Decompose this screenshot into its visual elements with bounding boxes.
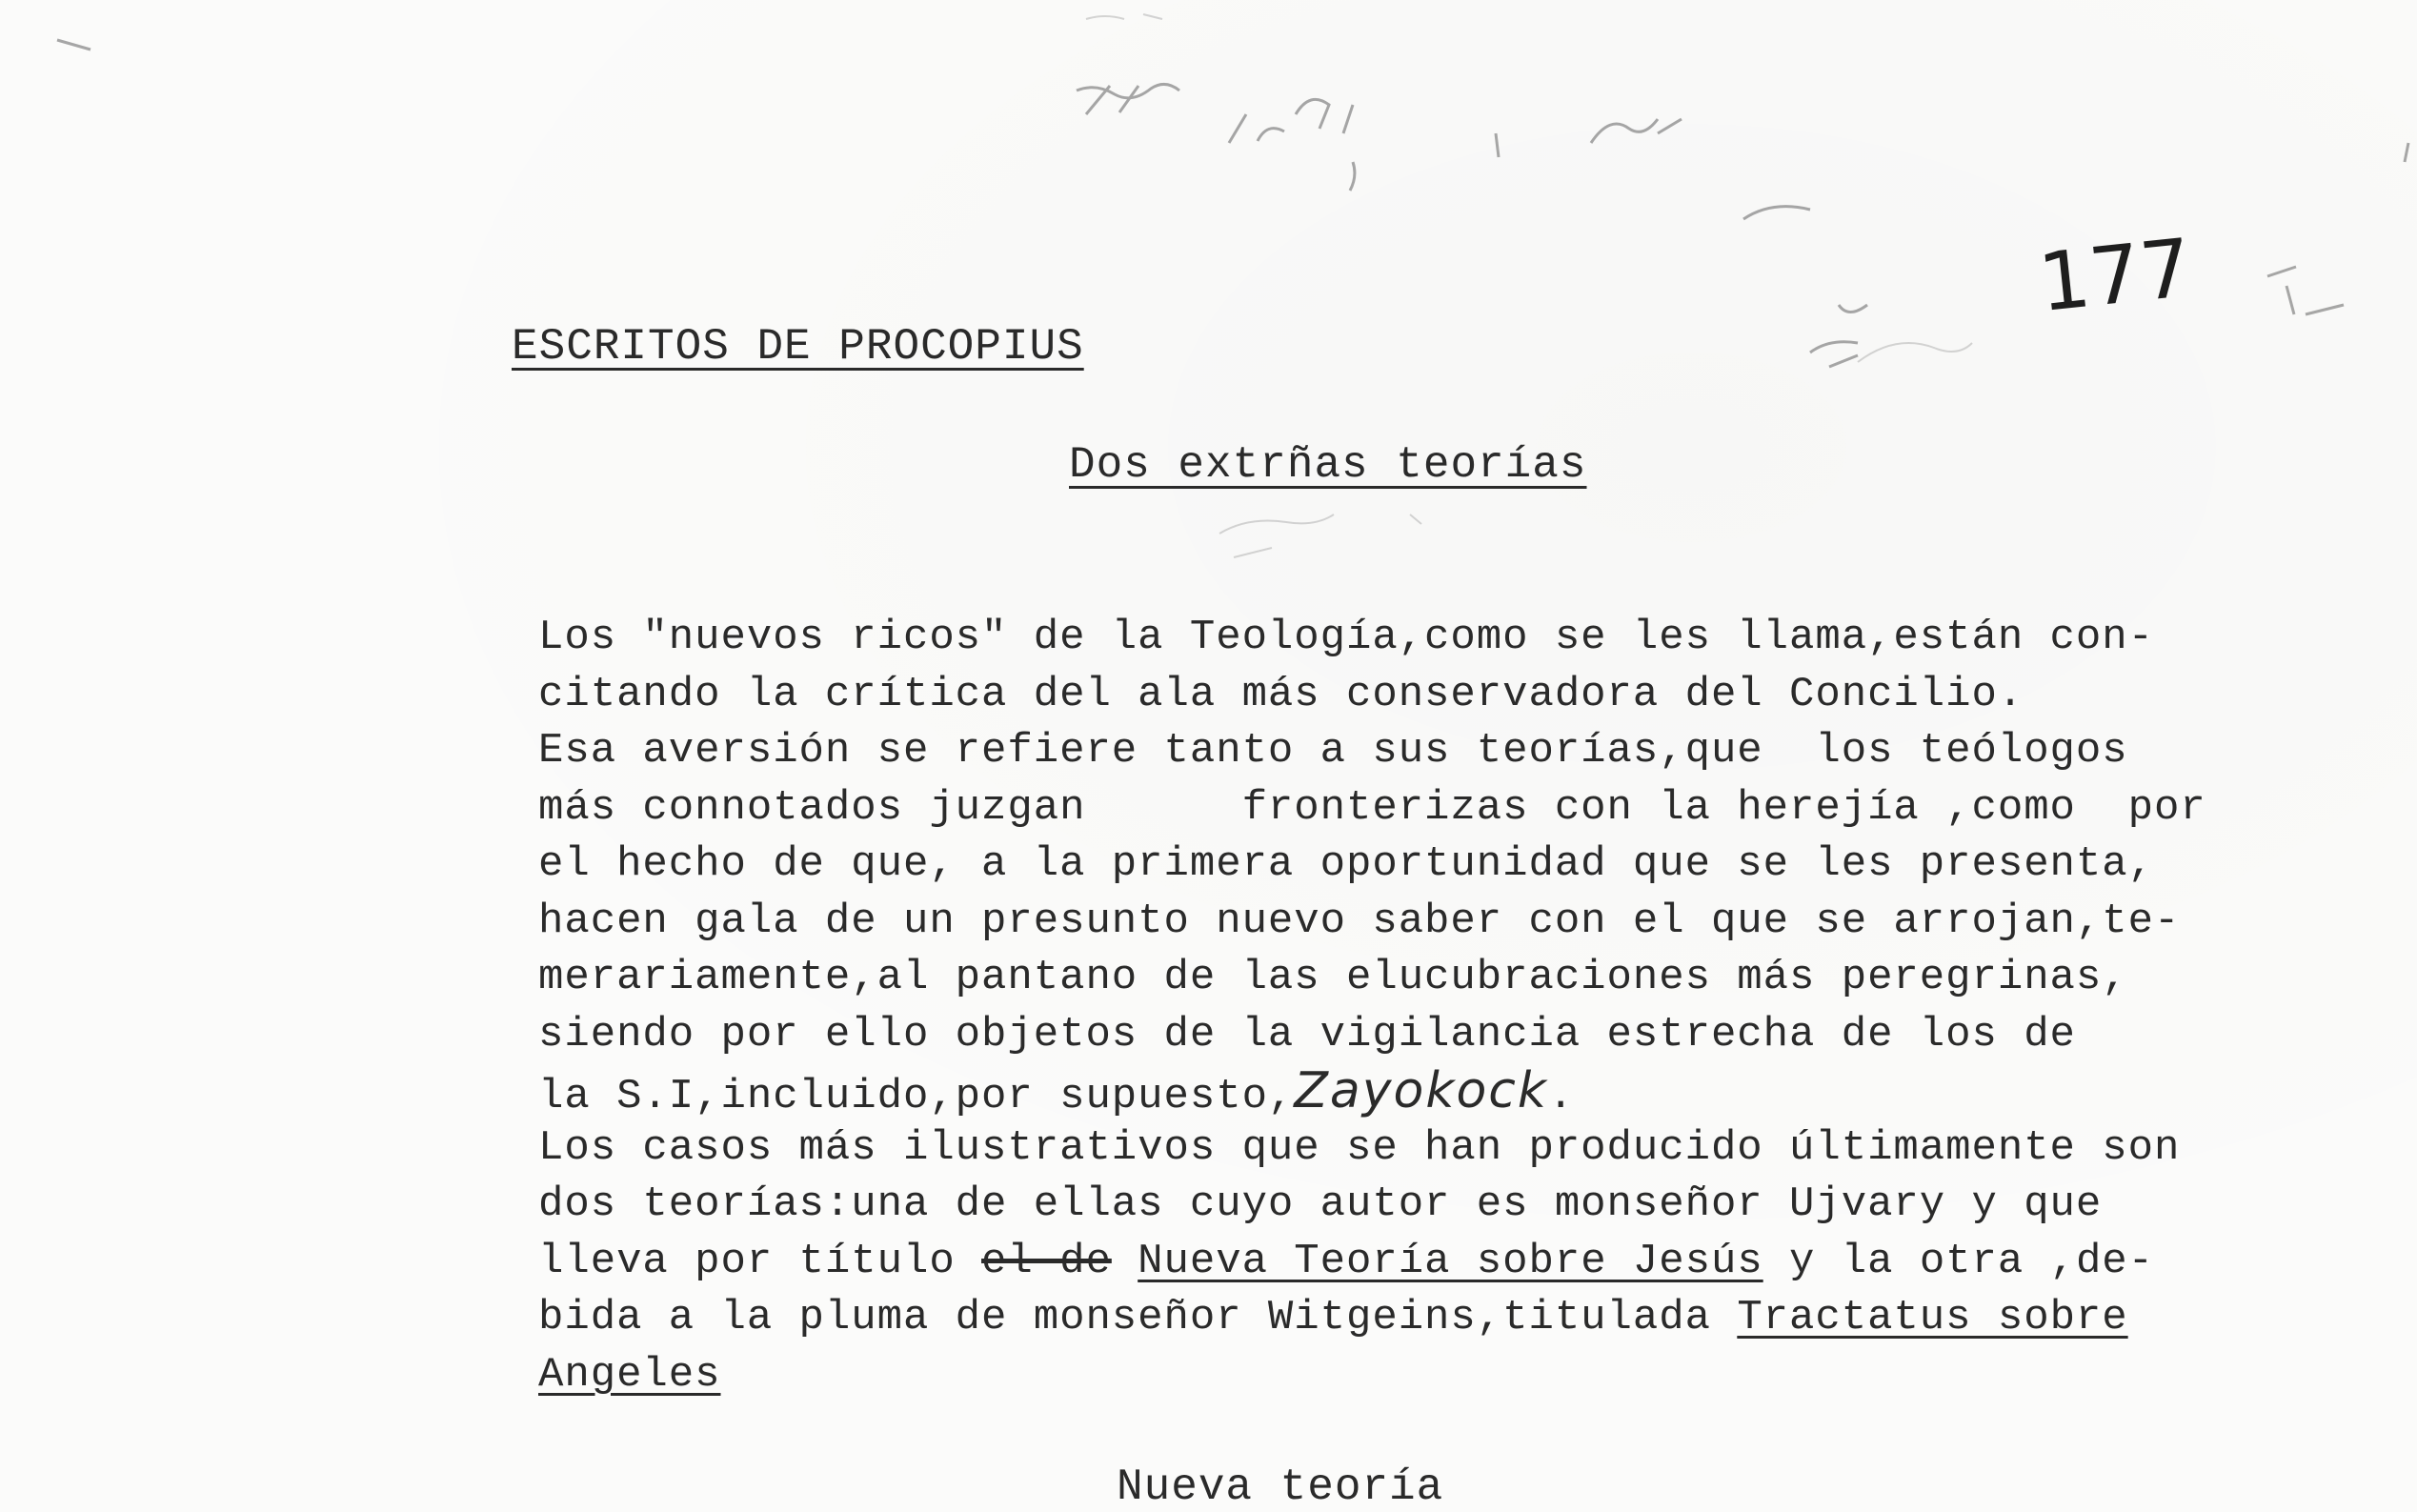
text-line: [538, 610, 2406, 667]
text-segment: hacen gala de un presunto nuevo saber con el que se arrojan,te-: [538, 897, 2181, 945]
text-segment: Los casos más ilustrativos que se han producido últimamente son: [538, 1123, 2181, 1172]
text-line: [538, 1007, 2406, 1064]
underlined-book-title: Angeles: [538, 1350, 721, 1399]
text-line: [538, 1290, 2406, 1347]
text-line: [538, 780, 2406, 837]
text-segment: más connotados juzgan fronterizas con la herejía ,como por: [538, 783, 2206, 832]
text-segment: y la otra ,de-: [1762, 1237, 2155, 1285]
underlined-book-title: Tractatus sobre: [1737, 1294, 2128, 1341]
document-subtitle: Dos extrñas teorías: [1069, 440, 1587, 490]
text-segment: el hecho de que, a la primera oportunidad que se les presenta,: [538, 840, 2154, 888]
text-line: [538, 1347, 2406, 1404]
text-segment: Los "nuevos ricos" de la Teología,como se les llama,están con-: [538, 614, 2154, 661]
text-segment: la S.I,incluido,por supuesto,: [538, 1073, 1295, 1120]
next-section-heading: Nueva teoría: [1117, 1462, 1444, 1512]
text-line: [538, 950, 2406, 1007]
document-title: ESCRITOS DE PROCOPIUS: [512, 322, 1084, 372]
handwritten-name: Zayokock: [1294, 1062, 1548, 1119]
page-number: 177: [2034, 220, 2197, 331]
text-line: [538, 1063, 2406, 1120]
underlined-book-title: Nueva Teoría sobre Jesús: [1138, 1237, 1763, 1285]
text-line: [538, 1120, 2406, 1178]
body-paragraph: [538, 610, 2406, 1403]
text-segment: citando la crítica del ala más conservadora del Concilio.: [538, 670, 2024, 718]
text-line: [538, 667, 2406, 724]
text-segment: siendo por ello objetos de la vigilancia estrecha de los de: [538, 1010, 2076, 1058]
text-segment: merariamente,al pantano de las elucubraciones más peregrinas,: [538, 954, 2128, 1001]
text-segment: Esa aversión se refiere tanto a sus teorías,que los teólogos: [538, 727, 2128, 775]
text-line: [538, 1177, 2406, 1234]
struck-text: el de: [981, 1237, 1112, 1285]
text-segment: [1112, 1238, 1138, 1285]
text-segment: lleva por título: [538, 1237, 982, 1285]
text-segment: dos teorías:una de ellas cuyo autor es monseñor Ujvary y que: [538, 1180, 2103, 1228]
text-line: [538, 723, 2406, 780]
text-segment: .: [1548, 1073, 1575, 1120]
text-line: [538, 1234, 2406, 1291]
text-segment: bida a la pluma de monseñor Witgeins,titulada: [538, 1294, 1738, 1341]
text-line: [538, 837, 2406, 894]
text-line: [538, 894, 2406, 951]
